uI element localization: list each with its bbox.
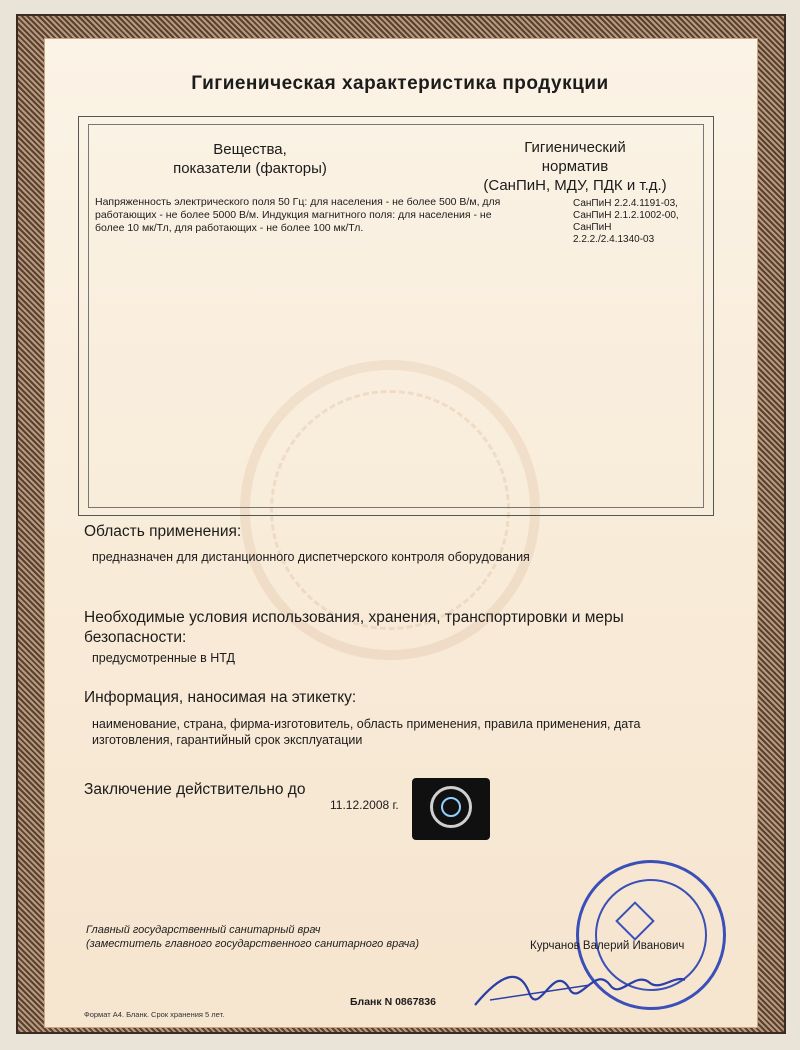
norm-item: 2.2.2./2.4.1340-03	[573, 234, 655, 245]
signatory-name: Курчанов Валерий Иванович	[530, 940, 685, 952]
scope-text: предназначен для дистанционного диспетчерского контроля оборудования	[92, 550, 530, 564]
handwritten-signature	[470, 955, 690, 1015]
validity-label: Заключение действительно до	[84, 781, 306, 798]
signatory-role: Главный государственный санитарный врач (заместитель главного государственного санитарного врача)	[86, 924, 420, 950]
label-info-label: Информация, наносимая на этикетку:	[84, 689, 357, 706]
norm-item: СанПиН 2.2.4.1191-03,	[573, 198, 678, 209]
scope-label: Область применения:	[84, 523, 242, 540]
label-info-text: наименование, страна, фирма-изготовитель, область применения, правила применения, дата изготовления, гарантийный срок эксплуатации	[92, 717, 641, 747]
column-header-norm: Гигиенический норматив (СанПиН, МДУ, ПДК и т.д.)	[483, 139, 667, 194]
document-title: Гигиеническая характеристика продукции	[191, 73, 609, 94]
factor-description: Напряженность электрического поля 50 Гц: для населения - не более 500 В/м, для работающих - не более 5000 В/м. Индукция магнитного поля: для населения - не более 10 мк/Тл, для работающих - не более 100 мк/Тл.	[95, 196, 501, 234]
hologram-core-icon	[441, 797, 461, 817]
blank-number: Бланк N 0867836	[350, 996, 436, 1008]
hologram-seal	[412, 778, 490, 840]
conditions-label: Необходимые условия использования, хранения, транспортировки и меры безопасности:	[84, 609, 624, 646]
format-note: Формат А4. Бланк. Срок хранения 5 лет.	[84, 1010, 225, 1019]
norm-item: СанПиН	[573, 222, 612, 233]
validity-date: 11.12.2008 г.	[330, 798, 399, 812]
column-header-substances: Вещества, показатели (факторы)	[173, 141, 327, 177]
conditions-text: предусмотренные в НТД	[92, 651, 235, 665]
norm-list	[573, 198, 713, 246]
norm-item: СанПиН 2.1.2.1002-00,	[573, 210, 679, 221]
